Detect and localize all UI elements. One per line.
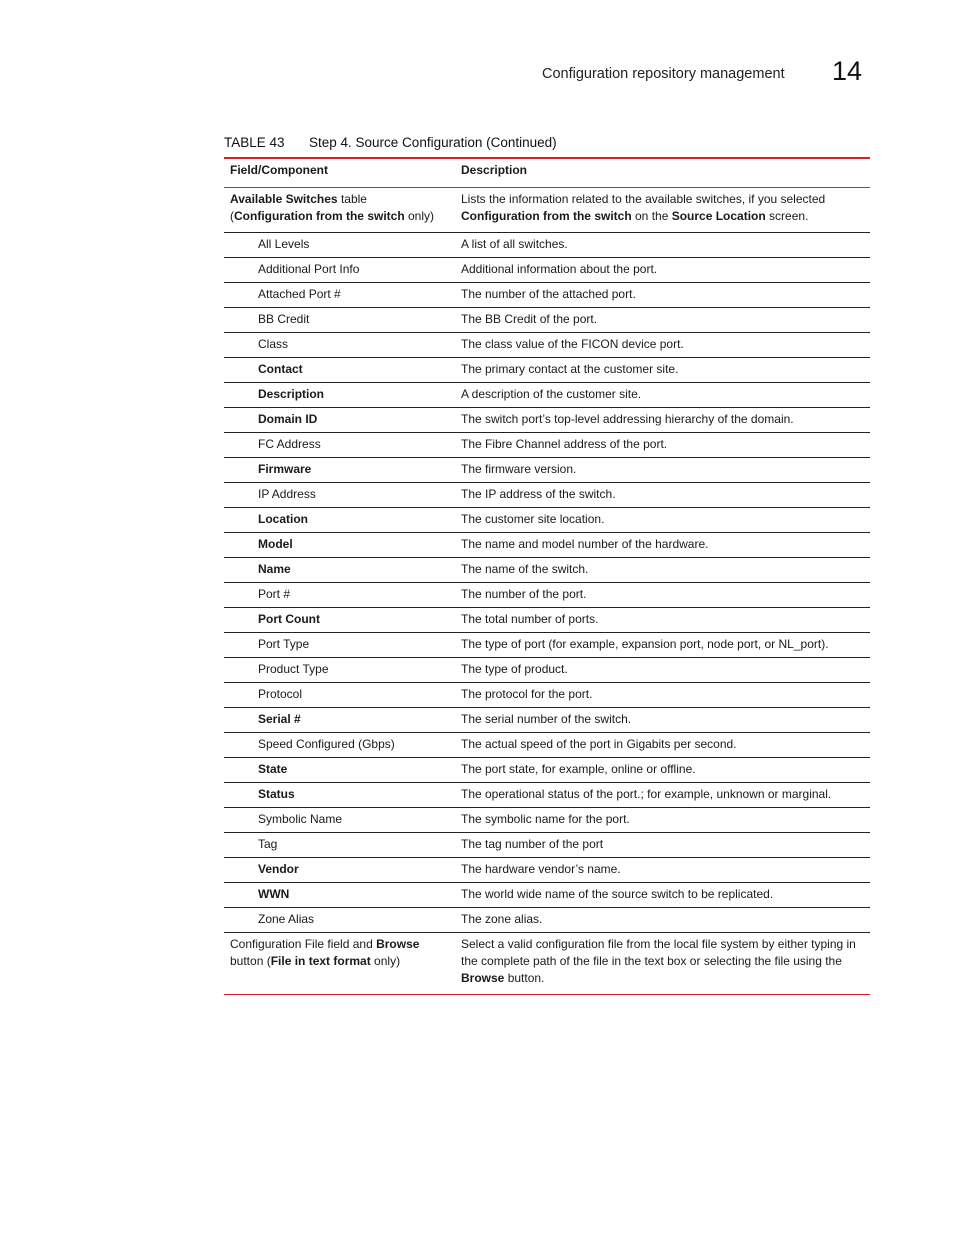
description-cell: The operational status of the port.; for example, unknown or marginal. bbox=[461, 787, 832, 801]
field-name: Domain ID bbox=[258, 412, 318, 426]
table-row bbox=[224, 483, 870, 508]
table-row bbox=[224, 908, 870, 933]
table-row-available-switches bbox=[224, 188, 870, 233]
description-cell: A list of all switches. bbox=[461, 237, 568, 251]
text-run: Select a valid configuration file from the local file system by either typing in the complete path of the file in the text box or selecting the file using the bbox=[461, 937, 856, 968]
text-run: Lists the information related to the available switches, if you selected bbox=[461, 192, 826, 206]
field-name: Class bbox=[258, 337, 289, 351]
chapter-title: Configuration repository management bbox=[542, 66, 785, 82]
field-cell bbox=[224, 733, 455, 758]
table-row bbox=[224, 233, 870, 258]
description-cell: The world wide name of the source switch to be replicated. bbox=[461, 887, 774, 901]
description-cell: The primary contact at the customer site. bbox=[461, 362, 679, 376]
text-run: only) bbox=[404, 209, 435, 223]
bold-term: File in text format bbox=[270, 954, 371, 968]
field-name: Attached Port # bbox=[258, 287, 341, 301]
description-cell: The firmware version. bbox=[461, 462, 577, 476]
table-row bbox=[224, 758, 870, 783]
field-name: IP Address bbox=[258, 487, 316, 501]
text-run: only) bbox=[370, 954, 401, 968]
table-label: TABLE 43 bbox=[224, 135, 285, 150]
text-run: screen. bbox=[765, 209, 809, 223]
table-row bbox=[224, 383, 870, 408]
field-name: Zone Alias bbox=[258, 912, 315, 926]
description-cell: The tag number of the port bbox=[461, 837, 604, 851]
description-cell: The serial number of the switch. bbox=[461, 712, 632, 726]
field-cell bbox=[224, 283, 455, 308]
description-cell: The customer site location. bbox=[461, 512, 605, 526]
field-cell bbox=[224, 433, 455, 458]
field-name: Name bbox=[258, 562, 291, 576]
field-name: Location bbox=[258, 512, 308, 526]
field-cell bbox=[224, 858, 455, 883]
bold-term: Configuration from the switch bbox=[461, 209, 632, 223]
description-cell: Additional information about the port. bbox=[461, 262, 658, 276]
description-cell: The actual speed of the port in Gigabits per second. bbox=[461, 737, 737, 751]
description-cell bbox=[455, 933, 870, 995]
field-cell bbox=[224, 308, 455, 333]
table-row bbox=[224, 283, 870, 308]
description-cell: The type of port (for example, expansion port, node port, or NL_port). bbox=[461, 637, 829, 651]
description-cell: A description of the customer site. bbox=[461, 387, 642, 401]
field-cell bbox=[224, 333, 455, 358]
field-cell bbox=[224, 608, 455, 633]
field-cell bbox=[224, 558, 455, 583]
field-cell bbox=[224, 358, 455, 383]
table-row bbox=[224, 633, 870, 658]
field-cell bbox=[224, 933, 455, 995]
field-cell bbox=[224, 658, 455, 683]
field-name: Additional Port Info bbox=[258, 262, 360, 276]
description-cell: The switch port’s top-level addressing hierarchy of the domain. bbox=[461, 412, 794, 426]
field-cell bbox=[224, 808, 455, 833]
field-cell bbox=[224, 408, 455, 433]
field-cell bbox=[224, 883, 455, 908]
field-cell bbox=[224, 458, 455, 483]
field-cell bbox=[224, 833, 455, 858]
description-cell: The BB Credit of the port. bbox=[461, 312, 598, 326]
field-name: Port Count bbox=[258, 612, 320, 626]
column-header-description: Description bbox=[461, 163, 528, 177]
table-row bbox=[224, 883, 870, 908]
bold-term: Browse bbox=[461, 971, 505, 985]
field-name: Port Type bbox=[258, 637, 310, 651]
field-cell bbox=[224, 258, 455, 283]
page-header bbox=[0, 56, 954, 96]
table-row bbox=[224, 833, 870, 858]
table-row bbox=[224, 458, 870, 483]
text-run: on the bbox=[631, 209, 672, 223]
table-row bbox=[224, 708, 870, 733]
description-cell: The Fibre Channel address of the port. bbox=[461, 437, 668, 451]
table-caption bbox=[224, 135, 557, 150]
table-row bbox=[224, 783, 870, 808]
table-row-configuration-file bbox=[224, 933, 870, 995]
bold-term: Source Location bbox=[671, 209, 766, 223]
field-name: Symbolic Name bbox=[258, 812, 343, 826]
table-row bbox=[224, 658, 870, 683]
table-row bbox=[224, 508, 870, 533]
field-cell bbox=[224, 188, 455, 233]
field-cell bbox=[224, 533, 455, 558]
table-row bbox=[224, 533, 870, 558]
field-name: WWN bbox=[258, 887, 290, 901]
description-cell: The number of the port. bbox=[461, 587, 587, 601]
field-name: All Levels bbox=[258, 237, 310, 251]
description-cell: The zone alias. bbox=[461, 912, 543, 926]
table-row bbox=[224, 733, 870, 758]
table-row bbox=[224, 358, 870, 383]
description-cell: The IP address of the switch. bbox=[461, 487, 616, 501]
field-cell bbox=[224, 483, 455, 508]
description-cell: The name and model number of the hardware. bbox=[461, 537, 709, 551]
description-cell: The number of the attached port. bbox=[461, 287, 636, 301]
source-configuration-table bbox=[224, 157, 870, 995]
field-name: Protocol bbox=[258, 687, 303, 701]
table-row bbox=[224, 858, 870, 883]
table-header-row bbox=[224, 158, 870, 188]
table-row bbox=[224, 408, 870, 433]
table-row bbox=[224, 558, 870, 583]
field-cell bbox=[224, 683, 455, 708]
field-name: Vendor bbox=[258, 862, 299, 876]
table-row bbox=[224, 258, 870, 283]
field-cell bbox=[224, 233, 455, 258]
table-row bbox=[224, 433, 870, 458]
table-row bbox=[224, 683, 870, 708]
description-cell bbox=[455, 188, 870, 233]
field-cell bbox=[224, 758, 455, 783]
bold-term: Configuration from the switch bbox=[234, 209, 405, 223]
text-run: button. bbox=[504, 971, 545, 985]
table-row bbox=[224, 583, 870, 608]
field-name: BB Credit bbox=[258, 312, 310, 326]
field-name: Firmware bbox=[258, 462, 312, 476]
field-name: State bbox=[258, 762, 288, 776]
field-cell bbox=[224, 908, 455, 933]
field-name: Contact bbox=[258, 362, 303, 376]
text-run: button ( bbox=[230, 954, 271, 968]
field-cell bbox=[224, 383, 455, 408]
bold-term: Browse bbox=[376, 937, 420, 951]
text-run: table ( bbox=[230, 192, 367, 223]
chapter-number: 14 bbox=[832, 56, 863, 86]
column-header-field: Field/Component bbox=[230, 163, 328, 177]
description-cell: The protocol for the port. bbox=[461, 687, 593, 701]
field-name: Speed Configured (Gbps) bbox=[258, 737, 395, 751]
bold-term: Available Switches bbox=[230, 192, 338, 206]
description-cell: The type of product. bbox=[461, 662, 568, 676]
table-row bbox=[224, 808, 870, 833]
field-cell bbox=[224, 583, 455, 608]
description-cell: The hardware vendor’s name. bbox=[461, 862, 621, 876]
field-cell bbox=[224, 783, 455, 808]
field-name: Serial # bbox=[258, 712, 301, 726]
description-cell: The class value of the FICON device port. bbox=[461, 337, 684, 351]
description-cell: The total number of ports. bbox=[461, 612, 599, 626]
field-name: Port # bbox=[258, 587, 291, 601]
field-name: FC Address bbox=[258, 437, 321, 451]
field-name: Tag bbox=[258, 837, 278, 851]
field-cell bbox=[224, 508, 455, 533]
field-cell bbox=[224, 708, 455, 733]
field-name: Status bbox=[258, 787, 295, 801]
description-cell: The port state, for example, online or offline. bbox=[461, 762, 696, 776]
text-run: Configuration File field and bbox=[230, 937, 377, 951]
table-title: Step 4. Source Configuration (Continued) bbox=[309, 135, 557, 150]
description-cell: The name of the switch. bbox=[461, 562, 589, 576]
description-cell: The symbolic name for the port. bbox=[461, 812, 630, 826]
table-row bbox=[224, 308, 870, 333]
field-name: Model bbox=[258, 537, 293, 551]
field-cell bbox=[224, 633, 455, 658]
field-name: Description bbox=[258, 387, 325, 401]
table-row bbox=[224, 333, 870, 358]
field-name: Product Type bbox=[258, 662, 329, 676]
table-row bbox=[224, 608, 870, 633]
